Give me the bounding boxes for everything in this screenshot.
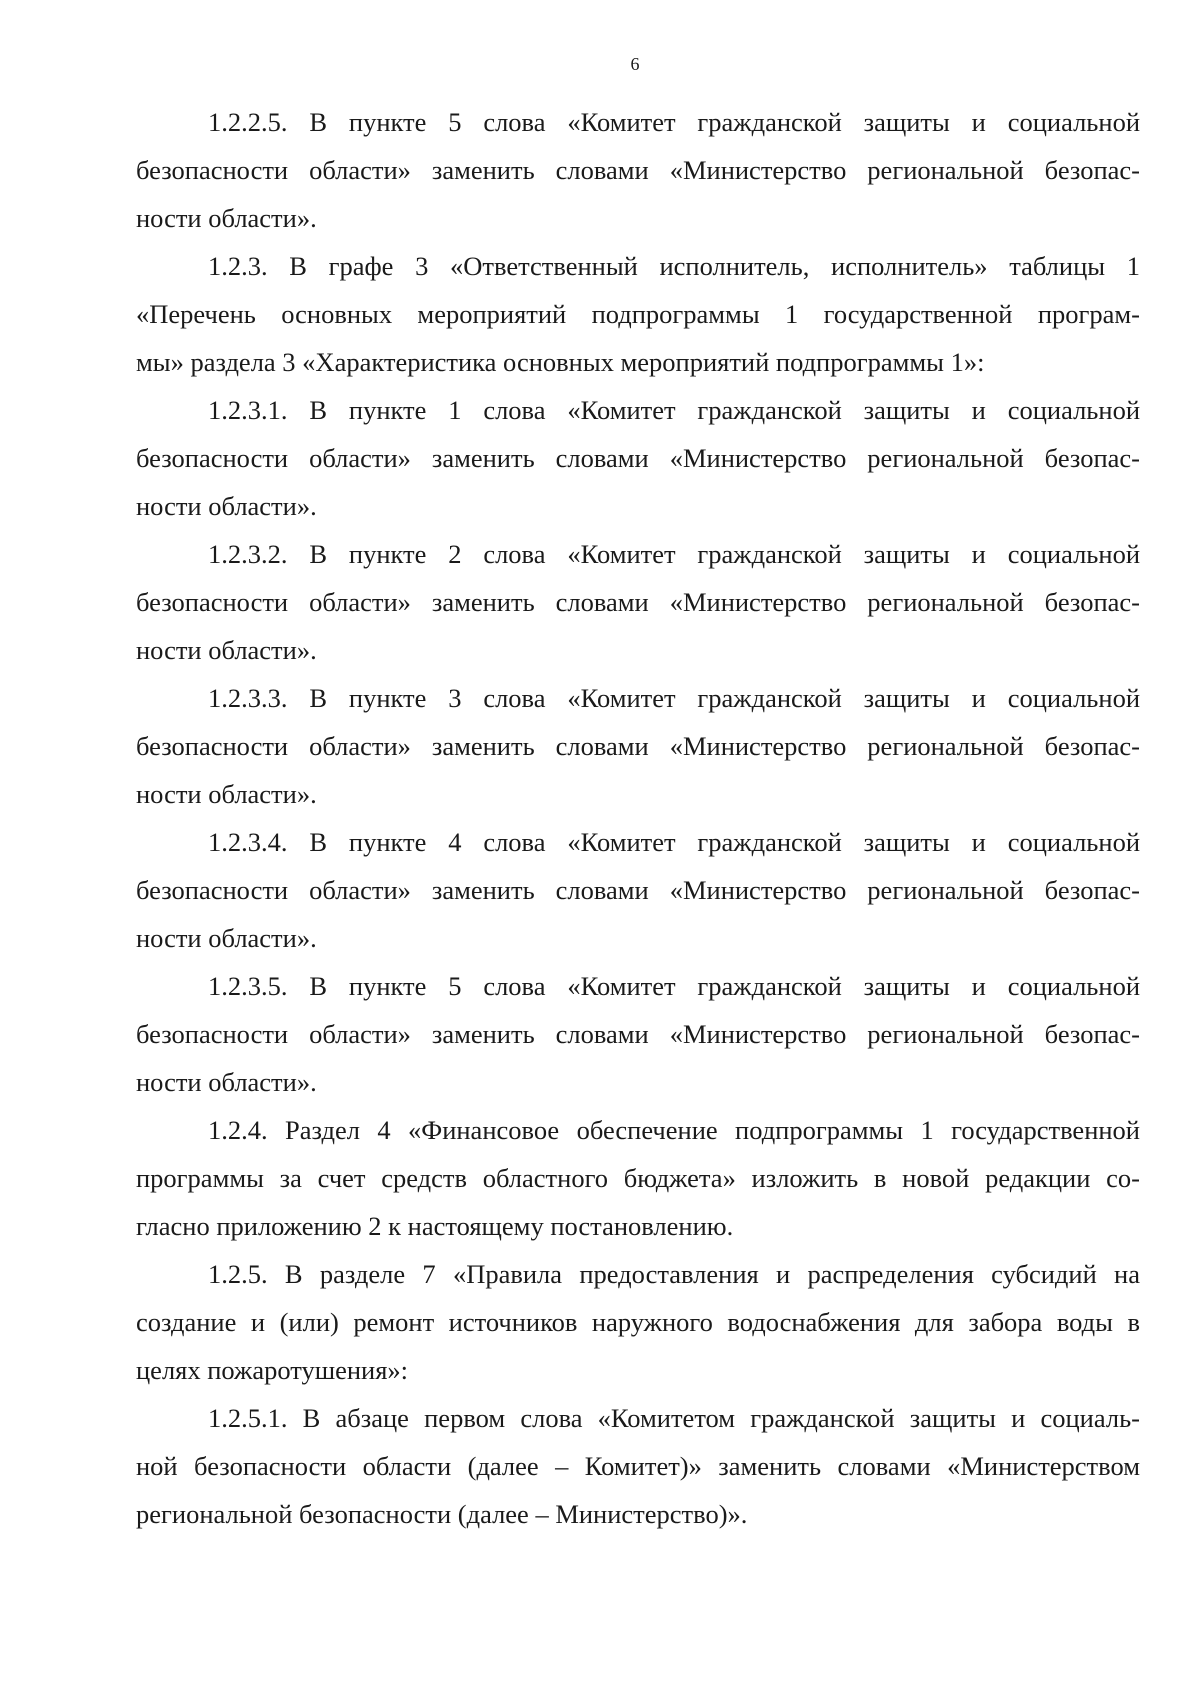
text-line: 1.2.3.2. В пункте 2 слова «Комитет гражданской защиты и социальной <box>208 539 1140 569</box>
paragraph-1-2-3 <box>136 242 1140 386</box>
paragraph-1-2-3-5 <box>136 962 1140 1106</box>
paragraph-1-2-5-1 <box>136 1394 1140 1538</box>
text-line: 1.2.3.1. В пункте 1 слова «Комитет гражданской защиты и социальной <box>208 395 1140 425</box>
paragraph-1-2-4 <box>136 1106 1140 1250</box>
text-line: 1.2.2.5. В пункте 5 слова «Комитет гражданской защиты и социальной <box>208 107 1140 137</box>
text-line: ности области». <box>136 491 317 521</box>
text-line: безопасности области» заменить словами «Министерство региональной безопас- <box>136 1019 1140 1049</box>
text-line: безопасности области» заменить словами «Министерство региональной безопас- <box>136 731 1140 761</box>
text-line: 1.2.3.5. В пункте 5 слова «Комитет гражданской защиты и социальной <box>208 971 1140 1001</box>
paragraph-1-2-3-1 <box>136 386 1140 530</box>
text-line: 1.2.4. Раздел 4 «Финансовое обеспечение подпрограммы 1 государственной <box>208 1115 1140 1145</box>
text-line: безопасности области» заменить словами «Министерство региональной безопас- <box>136 443 1140 473</box>
paragraph-1-2-5 <box>136 1250 1140 1394</box>
text-line: ности области». <box>136 203 317 233</box>
text-line: 1.2.3.4. В пункте 4 слова «Комитет гражданской защиты и социальной <box>208 827 1140 857</box>
text-line: безопасности области» заменить словами «Министерство региональной безопас- <box>136 587 1140 617</box>
text-line: безопасности области» заменить словами «Министерство региональной безопас- <box>136 155 1140 185</box>
text-line: ности области». <box>136 635 317 665</box>
text-line: безопасности области» заменить словами «Министерство региональной безопас- <box>136 875 1140 905</box>
page-number: 6 <box>630 54 640 74</box>
text-line: целях пожаротушения»: <box>136 1355 409 1385</box>
text-line: ности области». <box>136 923 317 953</box>
text-line: «Перечень основных мероприятий подпрограммы 1 государственной програм- <box>136 299 1140 329</box>
document-body <box>136 98 1140 1538</box>
paragraph-1-2-2-5 <box>136 98 1140 242</box>
text-line: гласно приложению 2 к настоящему постановлению. <box>136 1211 734 1241</box>
text-line: ности области». <box>136 1067 317 1097</box>
text-line: 1.2.5.1. В абзаце первом слова «Комитетом гражданской защиты и социаль- <box>208 1403 1140 1433</box>
text-line: 1.2.5. В разделе 7 «Правила предоставления и распределения субсидий на <box>208 1259 1140 1289</box>
text-line: ной безопасности области (далее – Комитет)» заменить словами «Министерством <box>136 1451 1140 1481</box>
paragraph-1-2-3-4 <box>136 818 1140 962</box>
text-line: региональной безопасности (далее – Министерство)». <box>136 1499 748 1529</box>
paragraph-1-2-3-2 <box>136 530 1140 674</box>
text-line: ности области». <box>136 779 317 809</box>
paragraph-1-2-3-3 <box>136 674 1140 818</box>
text-line: 1.2.3. В графе 3 «Ответственный исполнитель, исполнитель» таблицы 1 <box>208 251 1140 281</box>
text-line: создание и (или) ремонт источников наружного водоснабжения для забора воды в <box>136 1307 1140 1337</box>
text-line: мы» раздела 3 «Характеристика основных мероприятий подпрограммы 1»: <box>136 347 985 377</box>
text-line: программы за счет средств областного бюджета» изложить в новой редакции со- <box>136 1163 1140 1193</box>
text-line: 1.2.3.3. В пункте 3 слова «Комитет гражданской защиты и социальной <box>208 683 1140 713</box>
